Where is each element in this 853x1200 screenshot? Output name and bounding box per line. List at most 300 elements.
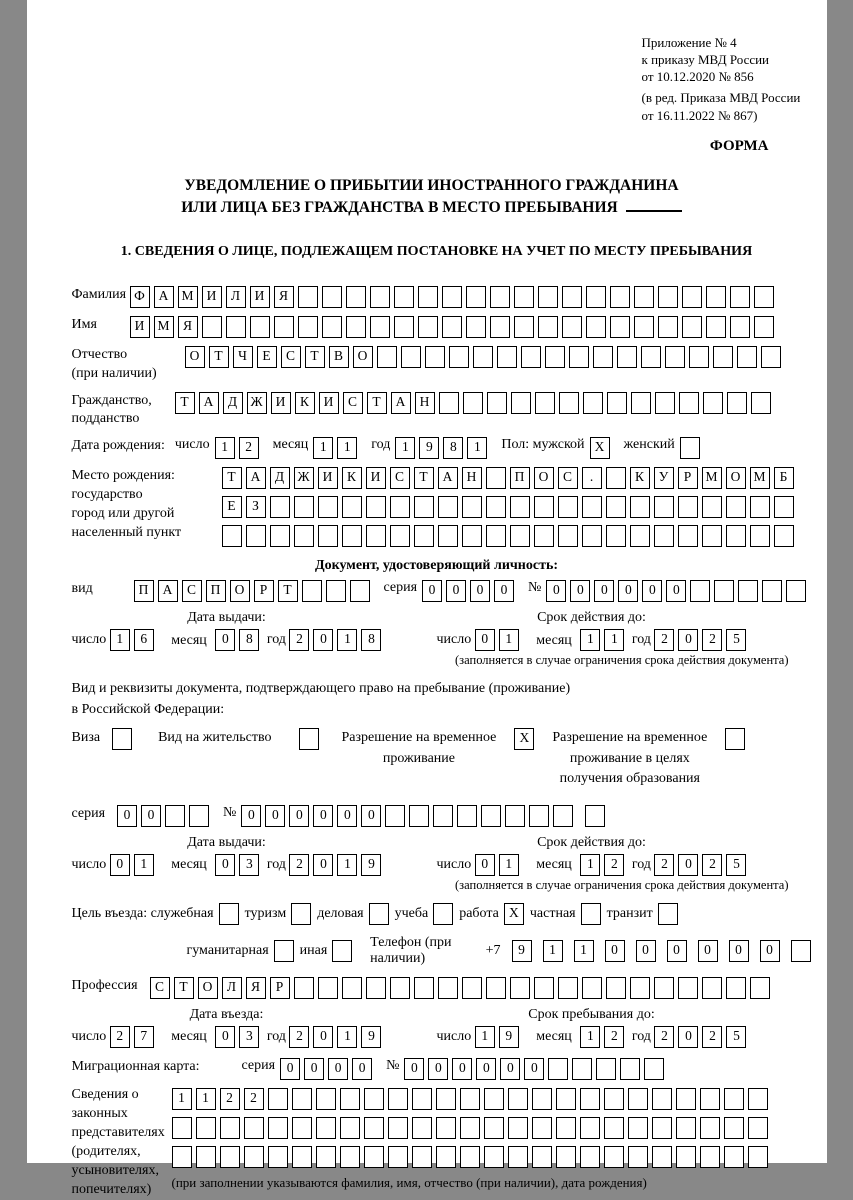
form-cell[interactable] xyxy=(713,346,733,368)
form-cell[interactable]: 2 xyxy=(220,1088,240,1110)
form-cell[interactable] xyxy=(750,496,770,518)
form-cell[interactable]: 9 xyxy=(512,940,532,962)
form-cell[interactable] xyxy=(754,286,774,308)
form-cell[interactable] xyxy=(514,316,534,338)
form-cell[interactable]: 5 xyxy=(726,629,746,651)
form-cell[interactable]: 0 xyxy=(666,580,686,602)
form-cell[interactable]: 8 xyxy=(361,629,381,651)
form-cell[interactable]: С xyxy=(558,467,578,489)
form-cell[interactable] xyxy=(630,977,650,999)
form-cell[interactable] xyxy=(457,805,477,827)
form-cell[interactable] xyxy=(326,580,346,602)
form-cell[interactable] xyxy=(418,286,438,308)
form-cell[interactable] xyxy=(202,316,222,338)
form-cell[interactable]: В xyxy=(329,346,349,368)
form-cell[interactable]: О xyxy=(353,346,373,368)
form-cell[interactable]: Л xyxy=(222,977,242,999)
form-cell[interactable]: 1 xyxy=(580,629,600,651)
form-cell[interactable] xyxy=(462,496,482,518)
form-cell[interactable] xyxy=(738,580,758,602)
form-cell[interactable] xyxy=(583,392,603,414)
form-cell[interactable]: 0 xyxy=(729,940,749,962)
form-cell[interactable]: 0 xyxy=(215,854,235,876)
form-cell[interactable] xyxy=(558,977,578,999)
form-cell[interactable] xyxy=(655,392,675,414)
form-cell[interactable]: А xyxy=(154,286,174,308)
form-cell[interactable] xyxy=(425,346,445,368)
form-cell[interactable] xyxy=(702,977,722,999)
form-cell[interactable] xyxy=(436,1146,456,1168)
form-cell[interactable] xyxy=(401,346,421,368)
form-cell[interactable]: 0 xyxy=(328,1058,348,1080)
form-cell[interactable] xyxy=(364,1146,384,1168)
form-cell[interactable] xyxy=(390,496,410,518)
form-cell[interactable] xyxy=(774,496,794,518)
form-cell[interactable] xyxy=(294,977,314,999)
form-cell[interactable] xyxy=(606,496,626,518)
form-cell[interactable]: 9 xyxy=(361,1026,381,1048)
form-cell[interactable]: Т xyxy=(367,392,387,414)
form-cell[interactable] xyxy=(634,316,654,338)
form-cell[interactable] xyxy=(791,940,811,962)
form-cell[interactable]: 0 xyxy=(141,805,161,827)
form-cell[interactable]: 0 xyxy=(678,1026,698,1048)
form-cell[interactable] xyxy=(340,1146,360,1168)
form-cell[interactable] xyxy=(581,903,601,925)
form-cell[interactable]: 9 xyxy=(419,437,439,459)
form-cell[interactable] xyxy=(700,1146,720,1168)
form-cell[interactable] xyxy=(484,1117,504,1139)
form-cell[interactable]: 1 xyxy=(604,629,624,651)
form-cell[interactable]: 0 xyxy=(678,629,698,651)
form-cell[interactable] xyxy=(414,496,434,518)
form-cell[interactable] xyxy=(172,1117,192,1139)
form-cell[interactable] xyxy=(449,346,469,368)
form-cell[interactable]: Я xyxy=(178,316,198,338)
form-cell[interactable]: 0 xyxy=(524,1058,544,1080)
form-cell[interactable] xyxy=(487,392,507,414)
form-cell[interactable]: М xyxy=(750,467,770,489)
form-cell[interactable]: К xyxy=(295,392,315,414)
form-cell[interactable] xyxy=(761,346,781,368)
form-cell[interactable]: 1 xyxy=(313,437,333,459)
form-cell[interactable] xyxy=(679,392,699,414)
form-cell[interactable]: 0 xyxy=(313,805,333,827)
form-cell[interactable] xyxy=(665,346,685,368)
form-cell[interactable] xyxy=(726,977,746,999)
form-cell[interactable]: 0 xyxy=(404,1058,424,1080)
form-cell[interactable] xyxy=(652,1146,672,1168)
form-cell[interactable] xyxy=(196,1117,216,1139)
form-cell[interactable]: . xyxy=(582,467,602,489)
form-cell[interactable] xyxy=(730,316,750,338)
form-cell[interactable] xyxy=(610,316,630,338)
form-cell[interactable]: Е xyxy=(257,346,277,368)
form-cell[interactable] xyxy=(366,496,386,518)
form-cell[interactable] xyxy=(582,977,602,999)
form-cell[interactable] xyxy=(556,1146,576,1168)
form-cell[interactable]: 8 xyxy=(443,437,463,459)
form-cell[interactable]: О xyxy=(230,580,250,602)
form-cell[interactable] xyxy=(508,1088,528,1110)
form-cell[interactable] xyxy=(548,1058,568,1080)
form-cell[interactable]: И xyxy=(318,467,338,489)
form-cell[interactable] xyxy=(534,496,554,518)
form-cell[interactable]: И xyxy=(250,286,270,308)
form-cell[interactable]: З xyxy=(246,496,266,518)
form-cell[interactable] xyxy=(762,580,782,602)
form-cell[interactable] xyxy=(274,940,294,962)
form-cell[interactable] xyxy=(364,1117,384,1139)
form-cell[interactable] xyxy=(433,903,453,925)
form-cell[interactable]: 1 xyxy=(337,854,357,876)
form-cell[interactable] xyxy=(486,525,506,547)
form-cell[interactable] xyxy=(466,316,486,338)
form-cell[interactable]: Р xyxy=(254,580,274,602)
form-cell[interactable]: 0 xyxy=(452,1058,472,1080)
form-cell[interactable] xyxy=(390,525,410,547)
form-cell[interactable]: 1 xyxy=(134,854,154,876)
form-cell[interactable]: 0 xyxy=(546,580,566,602)
form-cell[interactable]: 3 xyxy=(239,1026,259,1048)
form-cell[interactable] xyxy=(318,977,338,999)
form-cell[interactable]: 2 xyxy=(702,854,722,876)
form-cell[interactable]: М xyxy=(702,467,722,489)
form-cell[interactable] xyxy=(332,940,352,962)
form-cell[interactable] xyxy=(562,286,582,308)
form-cell[interactable]: Т xyxy=(222,467,242,489)
form-cell[interactable]: И xyxy=(271,392,291,414)
form-cell[interactable] xyxy=(658,903,678,925)
form-cell[interactable]: Я xyxy=(246,977,266,999)
form-cell[interactable]: У xyxy=(654,467,674,489)
form-cell[interactable] xyxy=(748,1146,768,1168)
form-cell[interactable]: П xyxy=(510,467,530,489)
form-cell[interactable] xyxy=(580,1088,600,1110)
form-cell[interactable] xyxy=(436,1088,456,1110)
form-cell[interactable] xyxy=(394,286,414,308)
form-cell[interactable] xyxy=(340,1117,360,1139)
form-cell[interactable]: 2 xyxy=(654,854,674,876)
form-cell[interactable] xyxy=(497,346,517,368)
form-cell[interactable]: К xyxy=(630,467,650,489)
form-cell[interactable] xyxy=(302,580,322,602)
form-cell[interactable]: И xyxy=(202,286,222,308)
form-cell[interactable]: 1 xyxy=(467,437,487,459)
form-cell[interactable]: 7 xyxy=(134,1026,154,1048)
form-cell[interactable] xyxy=(556,1117,576,1139)
form-cell[interactable]: С xyxy=(182,580,202,602)
form-cell[interactable]: О xyxy=(534,467,554,489)
form-cell[interactable] xyxy=(689,346,709,368)
form-cell[interactable] xyxy=(682,286,702,308)
form-cell[interactable] xyxy=(316,1146,336,1168)
form-cell[interactable] xyxy=(388,1146,408,1168)
form-cell[interactable] xyxy=(644,1058,664,1080)
form-cell[interactable] xyxy=(462,525,482,547)
form-cell[interactable] xyxy=(680,437,700,459)
form-cell[interactable] xyxy=(582,525,602,547)
form-cell[interactable]: 0 xyxy=(428,1058,448,1080)
form-cell[interactable] xyxy=(244,1117,264,1139)
form-cell[interactable] xyxy=(658,316,678,338)
form-cell[interactable]: 0 xyxy=(313,1026,333,1048)
form-cell[interactable]: О xyxy=(198,977,218,999)
form-cell[interactable] xyxy=(370,286,390,308)
form-cell[interactable] xyxy=(298,286,318,308)
form-cell[interactable] xyxy=(702,525,722,547)
form-cell[interactable] xyxy=(604,1088,624,1110)
form-cell[interactable] xyxy=(342,525,362,547)
form-cell[interactable] xyxy=(628,1146,648,1168)
form-cell[interactable] xyxy=(486,467,506,489)
form-cell[interactable] xyxy=(439,392,459,414)
form-cell[interactable]: 0 xyxy=(667,940,687,962)
form-cell[interactable] xyxy=(700,1117,720,1139)
form-cell[interactable] xyxy=(628,1117,648,1139)
form-cell[interactable]: 1 xyxy=(499,629,519,651)
form-cell[interactable]: 2 xyxy=(654,629,674,651)
form-cell[interactable] xyxy=(556,1088,576,1110)
form-cell[interactable]: X xyxy=(590,437,610,459)
form-cell[interactable]: 0 xyxy=(476,1058,496,1080)
form-cell[interactable] xyxy=(774,525,794,547)
form-cell[interactable]: 1 xyxy=(475,1026,495,1048)
form-cell[interactable] xyxy=(545,346,565,368)
form-cell[interactable] xyxy=(274,316,294,338)
form-cell[interactable]: 9 xyxy=(361,854,381,876)
form-cell[interactable] xyxy=(529,805,549,827)
form-cell[interactable]: 0 xyxy=(361,805,381,827)
form-cell[interactable]: 0 xyxy=(313,854,333,876)
form-cell[interactable]: К xyxy=(342,467,362,489)
form-cell[interactable] xyxy=(606,525,626,547)
form-cell[interactable]: Д xyxy=(270,467,290,489)
form-cell[interactable] xyxy=(418,316,438,338)
form-cell[interactable] xyxy=(412,1117,432,1139)
form-cell[interactable]: М xyxy=(178,286,198,308)
form-cell[interactable] xyxy=(486,977,506,999)
form-cell[interactable]: П xyxy=(206,580,226,602)
form-cell[interactable] xyxy=(268,1117,288,1139)
form-cell[interactable]: 2 xyxy=(289,629,309,651)
form-cell[interactable] xyxy=(510,977,530,999)
form-cell[interactable] xyxy=(604,1146,624,1168)
form-cell[interactable]: 2 xyxy=(239,437,259,459)
form-cell[interactable] xyxy=(726,525,746,547)
form-cell[interactable] xyxy=(364,1088,384,1110)
form-cell[interactable] xyxy=(737,346,757,368)
form-cell[interactable] xyxy=(652,1117,672,1139)
form-cell[interactable]: 1 xyxy=(580,1026,600,1048)
form-cell[interactable] xyxy=(366,977,386,999)
form-cell[interactable]: Р xyxy=(270,977,290,999)
form-cell[interactable] xyxy=(366,525,386,547)
form-cell[interactable] xyxy=(298,316,318,338)
form-cell[interactable]: 1 xyxy=(574,940,594,962)
form-cell[interactable] xyxy=(534,977,554,999)
form-cell[interactable]: М xyxy=(154,316,174,338)
form-cell[interactable]: 2 xyxy=(289,854,309,876)
form-cell[interactable] xyxy=(703,392,723,414)
form-cell[interactable] xyxy=(654,496,674,518)
form-cell[interactable]: О xyxy=(726,467,746,489)
form-cell[interactable] xyxy=(700,1088,720,1110)
form-cell[interactable]: Н xyxy=(462,467,482,489)
form-cell[interactable]: 2 xyxy=(110,1026,130,1048)
form-cell[interactable] xyxy=(220,1146,240,1168)
form-cell[interactable]: С xyxy=(390,467,410,489)
form-cell[interactable]: 2 xyxy=(604,1026,624,1048)
form-cell[interactable] xyxy=(484,1146,504,1168)
form-cell[interactable]: Ф xyxy=(130,286,150,308)
form-cell[interactable] xyxy=(508,1117,528,1139)
form-cell[interactable] xyxy=(292,1117,312,1139)
form-cell[interactable]: Д xyxy=(223,392,243,414)
form-cell[interactable]: А xyxy=(391,392,411,414)
form-cell[interactable]: 0 xyxy=(475,854,495,876)
form-cell[interactable] xyxy=(725,728,745,750)
form-cell[interactable] xyxy=(641,346,661,368)
form-cell[interactable]: Т xyxy=(175,392,195,414)
form-cell[interactable]: 1 xyxy=(337,437,357,459)
form-cell[interactable] xyxy=(730,286,750,308)
form-cell[interactable] xyxy=(569,346,589,368)
form-cell[interactable] xyxy=(299,728,319,750)
form-cell[interactable] xyxy=(559,392,579,414)
form-cell[interactable]: И xyxy=(130,316,150,338)
form-cell[interactable] xyxy=(481,805,501,827)
form-cell[interactable] xyxy=(270,496,290,518)
form-cell[interactable]: 0 xyxy=(475,629,495,651)
form-cell[interactable] xyxy=(558,525,578,547)
form-cell[interactable] xyxy=(316,1088,336,1110)
form-cell[interactable]: Т xyxy=(209,346,229,368)
form-cell[interactable]: 8 xyxy=(239,629,259,651)
form-cell[interactable] xyxy=(580,1117,600,1139)
form-cell[interactable] xyxy=(412,1146,432,1168)
form-cell[interactable]: 1 xyxy=(395,437,415,459)
form-cell[interactable] xyxy=(521,346,541,368)
form-cell[interactable]: Б xyxy=(774,467,794,489)
form-cell[interactable]: 0 xyxy=(215,1026,235,1048)
form-cell[interactable]: 0 xyxy=(304,1058,324,1080)
form-cell[interactable]: 6 xyxy=(134,629,154,651)
form-cell[interactable]: 0 xyxy=(642,580,662,602)
form-cell[interactable] xyxy=(438,496,458,518)
form-cell[interactable]: 1 xyxy=(172,1088,192,1110)
form-cell[interactable] xyxy=(370,316,390,338)
form-cell[interactable]: О xyxy=(185,346,205,368)
form-cell[interactable] xyxy=(244,1146,264,1168)
form-cell[interactable]: Л xyxy=(226,286,246,308)
form-cell[interactable] xyxy=(316,1117,336,1139)
form-cell[interactable] xyxy=(438,525,458,547)
form-cell[interactable]: 0 xyxy=(280,1058,300,1080)
form-cell[interactable]: 0 xyxy=(678,854,698,876)
form-cell[interactable] xyxy=(714,580,734,602)
form-cell[interactable] xyxy=(676,1088,696,1110)
form-cell[interactable] xyxy=(678,977,698,999)
form-cell[interactable]: 0 xyxy=(470,580,490,602)
form-cell[interactable] xyxy=(582,496,602,518)
form-cell[interactable]: Т xyxy=(305,346,325,368)
form-cell[interactable] xyxy=(346,316,366,338)
form-cell[interactable]: Я xyxy=(274,286,294,308)
form-cell[interactable]: 5 xyxy=(726,854,746,876)
form-cell[interactable] xyxy=(292,1146,312,1168)
form-cell[interactable] xyxy=(510,496,530,518)
form-cell[interactable] xyxy=(532,1117,552,1139)
form-cell[interactable] xyxy=(628,1088,648,1110)
form-cell[interactable] xyxy=(724,1088,744,1110)
form-cell[interactable] xyxy=(558,496,578,518)
form-cell[interactable]: Ч xyxy=(233,346,253,368)
form-cell[interactable] xyxy=(630,525,650,547)
form-cell[interactable] xyxy=(535,392,555,414)
form-cell[interactable]: 0 xyxy=(313,629,333,651)
form-cell[interactable] xyxy=(702,496,722,518)
form-cell[interactable] xyxy=(510,525,530,547)
form-cell[interactable] xyxy=(340,1088,360,1110)
form-cell[interactable] xyxy=(724,1117,744,1139)
form-cell[interactable] xyxy=(490,286,510,308)
form-cell[interactable]: 1 xyxy=(196,1088,216,1110)
form-cell[interactable]: 1 xyxy=(110,629,130,651)
form-cell[interactable]: 0 xyxy=(500,1058,520,1080)
form-cell[interactable] xyxy=(754,316,774,338)
form-cell[interactable]: 3 xyxy=(239,854,259,876)
form-cell[interactable] xyxy=(438,977,458,999)
form-cell[interactable]: X xyxy=(514,728,534,750)
form-cell[interactable] xyxy=(604,1117,624,1139)
form-cell[interactable] xyxy=(678,525,698,547)
form-cell[interactable]: 2 xyxy=(244,1088,264,1110)
form-cell[interactable] xyxy=(586,286,606,308)
form-cell[interactable] xyxy=(606,977,626,999)
form-cell[interactable] xyxy=(460,1146,480,1168)
form-cell[interactable] xyxy=(377,346,397,368)
form-cell[interactable] xyxy=(412,1088,432,1110)
form-cell[interactable] xyxy=(585,805,605,827)
form-cell[interactable] xyxy=(414,977,434,999)
form-cell[interactable] xyxy=(553,805,573,827)
form-cell[interactable] xyxy=(409,805,429,827)
form-cell[interactable]: И xyxy=(366,467,386,489)
form-cell[interactable]: 2 xyxy=(289,1026,309,1048)
form-cell[interactable] xyxy=(634,286,654,308)
form-cell[interactable]: А xyxy=(438,467,458,489)
form-cell[interactable] xyxy=(786,580,806,602)
form-cell[interactable] xyxy=(246,525,266,547)
form-cell[interactable] xyxy=(654,977,674,999)
form-cell[interactable]: 0 xyxy=(117,805,137,827)
form-cell[interactable] xyxy=(460,1088,480,1110)
form-cell[interactable] xyxy=(654,525,674,547)
form-cell[interactable] xyxy=(294,496,314,518)
form-cell[interactable] xyxy=(268,1088,288,1110)
form-cell[interactable] xyxy=(580,1146,600,1168)
form-cell[interactable] xyxy=(658,286,678,308)
form-cell[interactable] xyxy=(226,316,246,338)
form-cell[interactable] xyxy=(750,977,770,999)
form-cell[interactable] xyxy=(292,1088,312,1110)
form-cell[interactable] xyxy=(442,316,462,338)
form-cell[interactable] xyxy=(538,316,558,338)
form-cell[interactable]: 1 xyxy=(337,629,357,651)
form-cell[interactable] xyxy=(690,580,710,602)
form-cell[interactable] xyxy=(505,805,525,827)
